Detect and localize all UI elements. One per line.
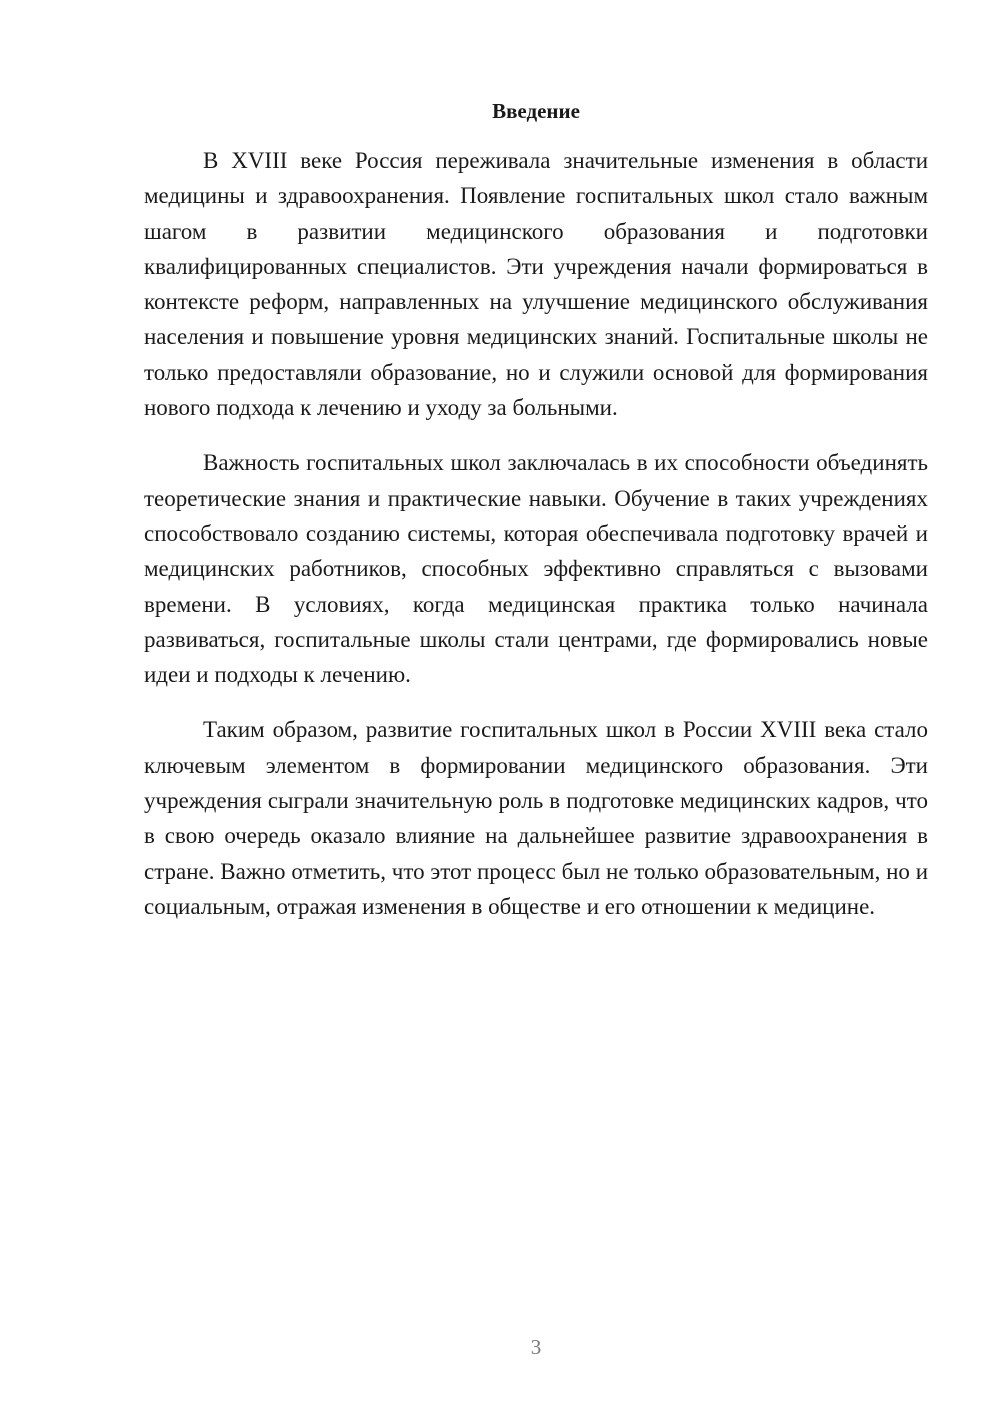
paragraph-3: Таким образом, развитие госпитальных школ в России XVIII века стало ключевым элементом в формировании медицинского образования. Эти учреждения сыграли значительную роль в подготовке медицинских кадров, что в свою очередь оказало влияние на дальнейшее развитие здравоохранения в стране. Важно отметить, что этот процесс был не только образовательным, но и социальным, отражая изменения в обществе и его отношении к медицине. — [144, 717, 928, 919]
page-number: 3 — [530, 1335, 542, 1359]
section-heading: Введение — [492, 99, 580, 123]
paragraph-2: Важность госпитальных школ заключалась в их способности объединять теоретические знания и практические навыки. Обучение в таких учреждениях способствовало созданию системы, которая обеспечивала подготовку врачей и медицинских работников, способных эффективно справляться с вызовами времени. В условиях, когда медицинская практика только начинала развиваться, госпитальные школы стали центрами, где формировались новые идеи и подходы к лечению. — [144, 450, 928, 688]
paragraph-1: В XVIII веке Россия переживала значительные изменения в области медицины и здравоохранения. Появление госпитальных школ стало важным шагом в развитии медицинского образования и подготовки квалифицированных специалистов. Эти учреждения начали формироваться в контексте реформ, направленных на улучшение медицинского обслуживания населения и повышение уровня медицинских знаний. Госпитальные школы не только предоставляли образование, но и служили основой для формирования нового подхода к лечению и уходу за больными. — [144, 148, 928, 421]
body-text — [144, 143, 928, 944]
